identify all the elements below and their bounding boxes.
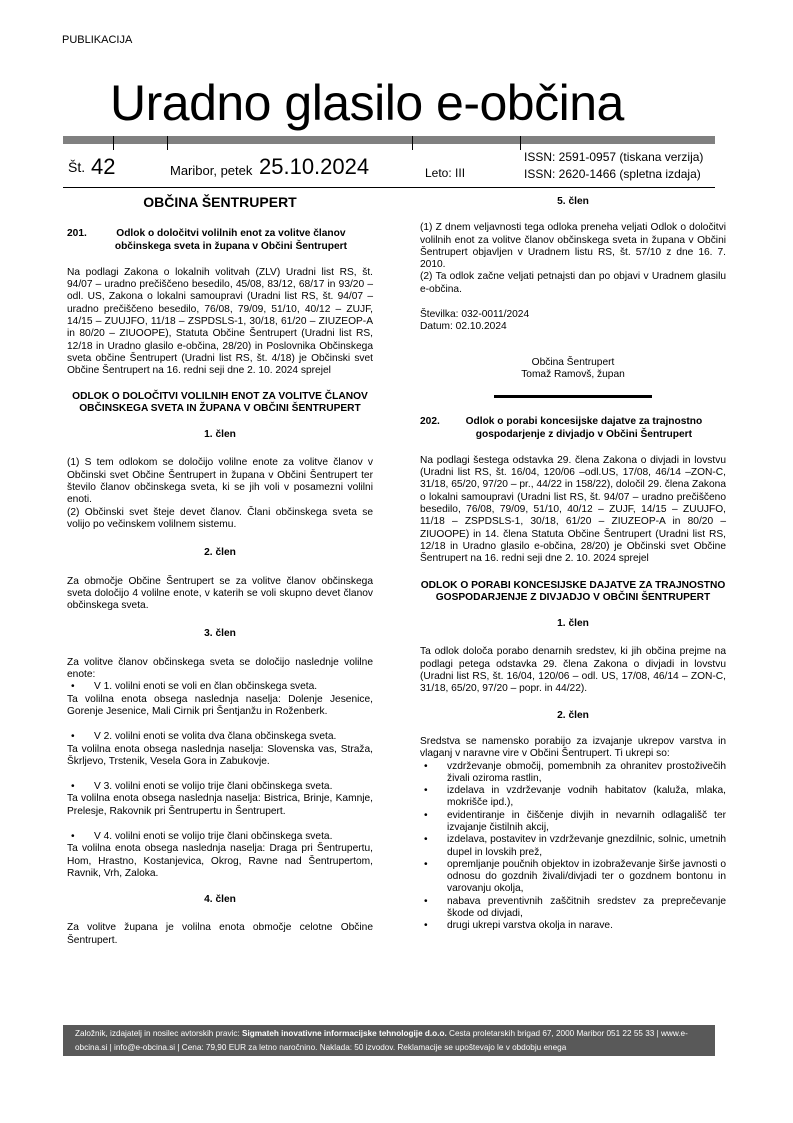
signature-municipality: Občina Šentrupert [531,356,615,368]
issn-print: ISSN: 2591-0957 (tiskana verzija) [524,150,704,164]
footer-website-link[interactable]: www.e-obcina.si [75,1029,688,1052]
year-label: Leto: III [425,166,466,180]
signature-rule [494,395,652,398]
issn-online: ISSN: 2620-1466 (spletna izdaja) [524,167,701,181]
article-title: 5. člen [557,196,589,207]
footer-publisher-prefix: Založnik, izdajatelj in nosilec avtorskih pravic: [75,1029,240,1038]
act-202-title [420,416,726,441]
unit-list [67,681,373,693]
article-title: 1. člen [557,618,589,630]
article-paragraph: Ta odlok določa porabo denarnih sredstev, ki jih občina prejme na podlagi petega odstavka 29. člena Zakona o divjadi in lovstvu (Uradni list RS, št. 16/04, 120/06 – odl. US, 17/08, 46/14 – ZON-C, 31/18, 65/20, 97/20 – popr. in 44/22). [420,646,726,695]
issue-date: 25.10.2024 [259,154,370,179]
list-item: • V 4. volilni enoti se volijo trije člani občinskega sveta. [67,831,373,843]
act-number: 201. [67,228,87,240]
unit-list [67,831,373,843]
article-title: 1. člen [204,429,236,441]
unit-settlements: Ta volilna enota obsega naslednja naselja: Draga pri Šentrupertu, Hom, Hrastno, Kostanjevica, Okrog, Ravne nad Šentrupertom, Ravnik, Vrh, Zaloka. [67,843,373,879]
article-paragraph: (1) Z dnem veljavnosti tega odloka preneha veljati Odlok o določitvi volilnih enot za volitve članov občinskega sveta in župana v Občini Šentrupert objavljen v Uradnem listu RS, št. 57/10 z dne 16. 7. 2010. [420,222,726,271]
footer-terms: | Cena: 79,90 EUR za letno naročnino. Naklada: 50 izvodov. Reklamacije se upoštevajo le v obdobju enega [177,1043,567,1052]
article-paragraph: (2) Občinski svet šteje devet članov. Člani občinskega sveta se volijo po večinskem volilnem sistemu. [67,506,373,530]
decree-title: ODLOK O PORABI KONCESIJSKE DAJATVE ZA TRAJNOSTNO GOSPODARJENJE Z DIVJADJO V OBČINI ŠENTRUPERT [420,579,726,603]
rule-tick [412,136,413,150]
article-title: 2. člen [204,547,236,559]
list-item: • vzdrževanje območij, pomembnih za ohranitev prostoživečih živali oziroma rastlin, [420,761,726,786]
municipality-heading: OBČINA ŠENTRUPERT [143,194,297,210]
article-paragraph: (2) Ta odlok začne veljati petnajsti dan po objavi v Uradnem glasilu e-občina. [420,271,726,295]
unit-list [67,781,373,793]
decree-title: ODLOK O DOLOČITVI VOLILNIH ENOT ZA VOLITVE ČLANOV OBČINSKEGA SVETA IN ŽUPANA V OBČINI ŠENTRUPERT [72,390,368,414]
rule-tick [167,136,168,150]
publication-label: PUBLIKACIJA [62,34,133,46]
list-item: • evidentiranje in čiščenje divjih in nevarnih odlagališč ter izvajanje čistilnih akcij, [420,810,726,835]
measures-list [420,761,726,933]
article-paragraph: Sredstva se namensko porabijo za izvajanje ukrepov varstva in vlaganj v naravne vire v Občini Šentrupert. Ti ukrepi so: [420,735,726,760]
reference-date: Datum: 02.10.2024 [420,321,507,333]
list-item: • V 1. volilni enoti se voli en član občinskega sveta. [67,681,373,693]
footer-email-link[interactable]: info@e-obcina.si [114,1043,176,1052]
unit-list [67,731,373,743]
place-date: Maribor, petek [170,163,253,178]
masthead-rule [63,136,715,144]
signature-mayor: Tomaž Ramovš, župan [521,368,625,380]
right-column [420,196,726,933]
list-item: • opremljanje poučnih objektov in izobraževanje širše javnosti o odnosu do gozdnih živali/divjadi ter o gozdnem bontonu in varovanju okolja, [420,859,726,896]
list-item: • nabava preventivnih zaščitnih sredstev za preprečevanje škode od divjadi, [420,896,726,921]
reference-number: Številka: 032-0011/2024 [420,309,530,321]
unit-settlements: Ta volilna enota obsega naslednja naselja: Slovenska vas, Straža, Škrljevo, Trstenik, Vesela Gora in Zabukovje. [67,743,373,767]
preamble: Na podlagi šestega odstavka 29. člena Zakona o divjadi in lovstvu (Uradni list RS, št. 16/04, 120/06 –odl.US, 17/08, 46/14 –ZON-C, 31/18, 65/20, 97/20 – pr., 44/22 in 158/22), določil 29. člena Zakona o lokalni samoupravi (Uradni list RS, št. 94/07 – uradno prečiščeno besedilo, 76/08, 79/09, 51/10, 40/12 – ZUJF, 14/15 – ZUUJFO, 11/18 – ZSPDSLS-1, 30/18, 61/20 – ZIUZEOP-A in 80/20 – ZIUOOPE) in 14. člena Statuta Občine Šentrupert (Uradni list RS, 12/18 in Uradno glasilo e-občina, 28/20) je Občinski svet Občine Šentrupert na 16. redni seji dne 2. 10. 2024 sprejel [420,454,726,565]
masthead-title: Uradno glasilo e-občina [110,75,624,131]
list-item: • V 3. volilni enoti se volijo trije člani občinskega sveta. [67,781,373,793]
article-title: 3. člen [204,628,236,640]
act-201-title [67,228,373,253]
article-title: 4. člen [204,894,236,906]
list-item: • V 2. volilni enoti se volita dva člana občinskega sveta. [67,731,373,743]
left-column [67,196,373,947]
rule-tick [113,136,114,150]
article-title: 2. člen [557,709,589,721]
act-title-text: Odlok o porabi koncesijske dajatve za trajnostno gospodarjenje z divjadjo v Občini Šentrupert [465,416,703,440]
issue-number: 42 [91,154,116,179]
unit-settlements: Ta volilna enota obsega naslednja naselja: Bistrica, Brinje, Kamnje, Prelesje, Rakovnik pri Šentrupertu in Šentrupert. [67,793,373,817]
article-paragraph: Za območje Občine Šentrupert se za volitve članov občinskega sveta določijo 4 volilne enote, v katerih se voli skupno devet članov občinskega sveta. [67,575,373,612]
act-title-text: Odlok o določitvi volilnih enot za volitve članov občinskega sveta in župana v Občini Šentrupert [114,228,347,252]
list-item: • izdelava, postavitev in vzdrževanje gnezdilnic, solnic, umetnih dupel in lovskih prež, [420,834,726,859]
footer-publisher: Sigmateh inovativne informacijske tehnologije d.o.o. [242,1029,447,1038]
preamble: Na podlagi Zakona o lokalnih volitvah (ZLV) Uradni list RS, št. 94/07 – uradno prečiščeno besedilo, 45/08, 83/12, 68/17 in 93/20 – odl. US, Zakona o lokalni samoupravi (Uradni list RS, št. 94/07 – uradno prečiščeno besedilo, 76/08, 79/09, 51/10, 40/12 – ZUJF, 14/15 – ZUUJFO, 11/18 – ZSPDSLS-1, 30/18, 61/20 – ZIUZEOP-A in 80/20 – ZIUOOPE), Statuta Občine Šentrupert (Uradni list RS, 12/18 in Uradno glasilo e-občina, 28/20) in Poslovnika Občinskega sveta občine Šentrupert (Uradni list RS, št. 4/18) je Občinski svet Občine Šentrupert na 16. redni seji dne 2. 10. 2024 sprejel [67,266,373,377]
footer-bar: Založnik, izdajatelj in nosilec avtorskih pravic: Sigmateh inovativne informacijske tehnologije d.o.o. Cesta proletarskih brigad 67, 2000 Maribor 051 22 55 33 | www.e-obcina.si | info@e-obcina.si | Cena: 79,90 EUR za letno naročnino. Naklada: 50 izvodov. Reklamacije se upoštevajo le v obdobju enega [63,1025,715,1056]
act-number: 202. [420,416,440,428]
article-paragraph: Za volitve župana je volilna enota območje celotne Občine Šentrupert. [67,922,373,946]
article-paragraph: Za volitve članov občinskega sveta se določijo naslednje volilne enote: [67,656,373,681]
list-item: • izdelava in vzdrževanje vodnih habitatov (kaluža, mlaka, mokrišče ipd.), [420,785,726,810]
list-item: • drugi ukrepi varstva okolja in narave. [420,920,726,932]
unit-settlements: Ta volilna enota obsega naslednja naselja: Dolenje Jesenice, Gorenje Jesenice, Mali Cirnik pri Šentjanžu in Roženberk. [67,693,373,717]
footer-address: Cesta proletarskih brigad 67, 2000 Maribor 051 22 55 33 | [449,1029,659,1038]
article-paragraph: (1) S tem odlokom se določijo volilne enote za volitve članov v Občinski svet Občine Šentrupert in župana v Občini Šentrupert ter število članov občinskega sveta, ki se jih voli v posamezni volilni enoti. [67,457,373,506]
rule-tick [520,136,521,150]
masthead-thin-rule [63,187,715,188]
issue-label: Št. [68,159,86,175]
